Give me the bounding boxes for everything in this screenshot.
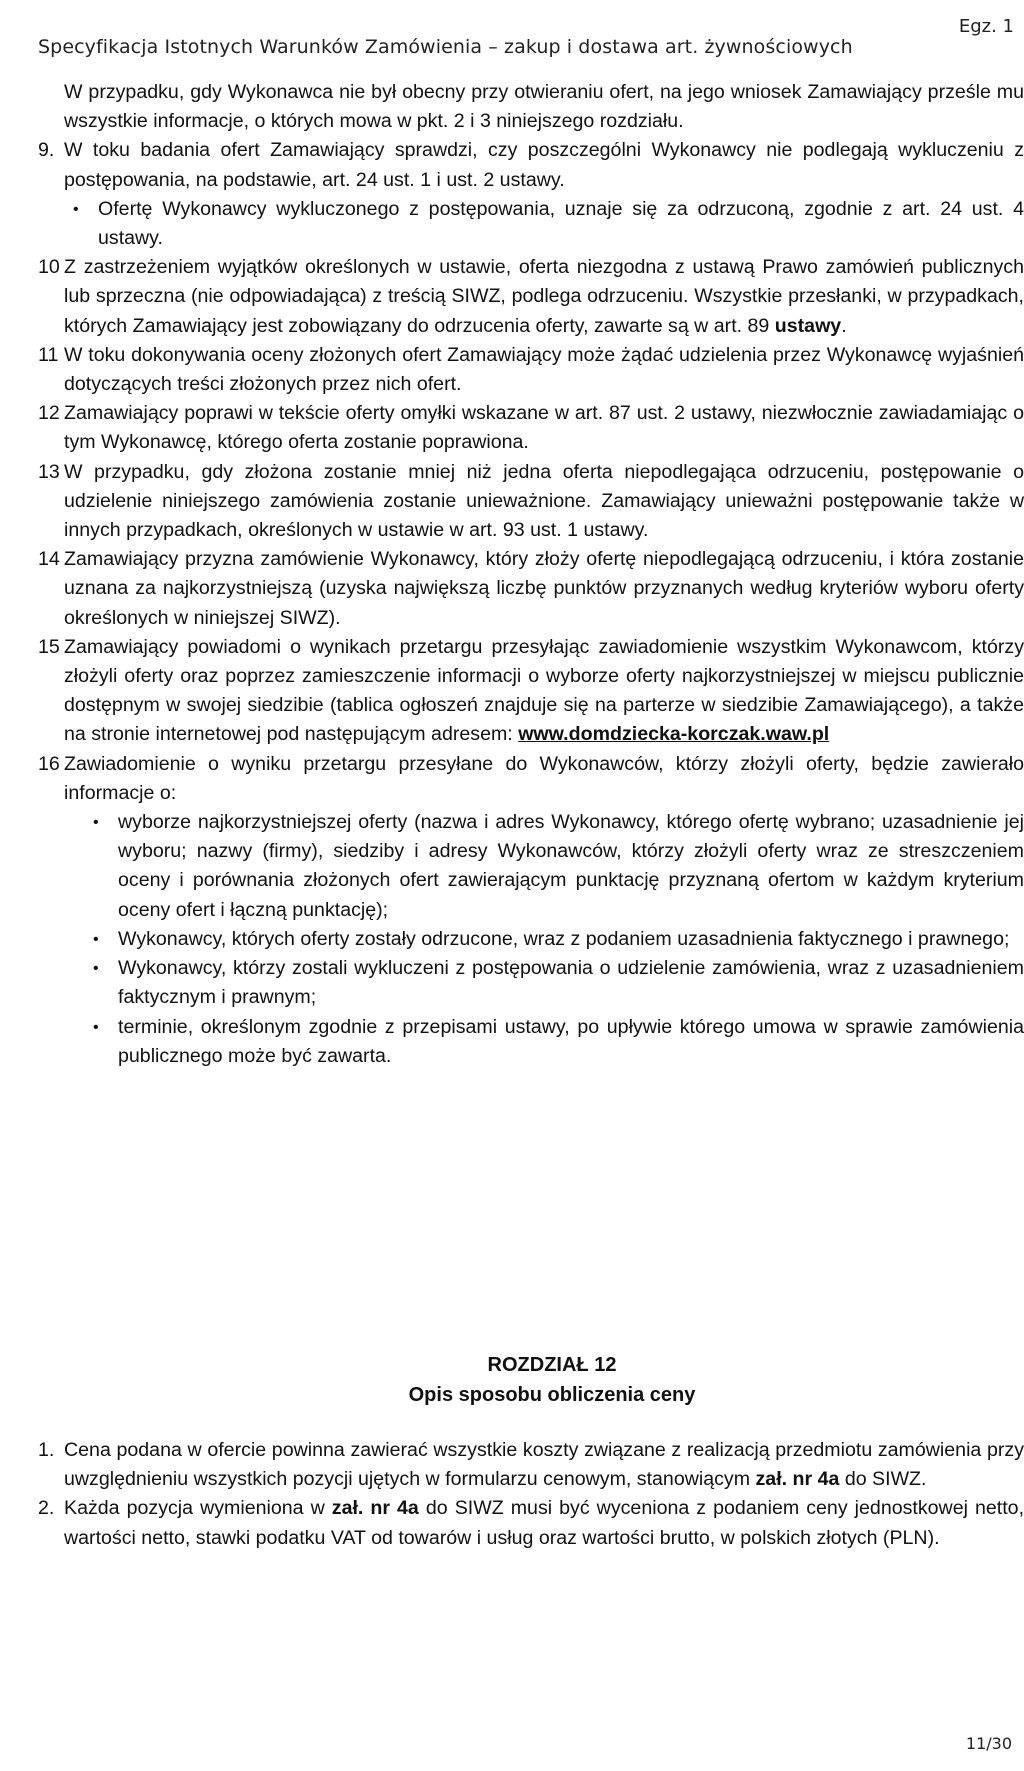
item-bold-tail: ustawy <box>774 314 842 337</box>
item-text-end: do SIWZ musi być wyceniona z podaniem ceny jednostkowej netto, wartości netto, stawki podatku VAT od towarów i usług oraz wartości brutto, w polskich złotych (PLN). <box>64 1497 1024 1549</box>
item-16-bullets <box>38 808 1024 1071</box>
item-text: W toku dokonywania oceny złożonych ofert Zamawiający może żądać udzielenia przez Wykonawcę wyjaśnień dotyczących treści złożonych przez nich ofert. <box>64 343 1024 396</box>
attachment-ref: zał. nr 4a <box>755 1468 840 1491</box>
item-number: 1. <box>38 1439 55 1461</box>
item-text: Zamawiający przyzna zamówienie Wykonawcy, który złoży ofertę niepodlegającą odrzuceniu, i która zostanie uznana za najkorzystniejszą (uzyska największą liczbę punktów przyznanych według kryteriów wyboru oferty określonych w niniejszej SIWZ). <box>64 548 1024 629</box>
page-header <box>38 16 1014 58</box>
continuation-paragraph: W przypadku, gdy Wykonawca nie był obecny przy otwieraniu ofert, na jego wniosek Zamawiający prześle mu wszystkie informacje, o których mowa w pkt. 2 i 3 niniejszego rozdziału. <box>64 81 1024 133</box>
item-text: Każda pozycja wymieniona w <box>64 1497 325 1520</box>
item-number: 10 <box>38 256 60 279</box>
bullet-item: • terminie, określonym zgodnie z przepisami ustawy, po upływie którego umowa w sprawie zamówienia publicznego może być zawarta. <box>38 1013 1024 1071</box>
main-text <box>38 78 1024 1071</box>
bullet-item: • Ofertę Wykonawcy wykluczonego z postępowania, uznaje się za odrzuconą, zgodnie z art. 24 ust. 4 ustawy. <box>38 195 1024 253</box>
copy-mark: Egz. 1 <box>958 16 1014 37</box>
chapter-title: Opis sposobu obliczenia ceny <box>408 1384 696 1406</box>
chapter-12-list <box>38 1436 1024 1553</box>
list-item-11 <box>38 341 1024 399</box>
item-text: Cena podana w ofercie powinna zawierać wszystkie koszty związane z realizacją przedmiotu zamówienia przy uwzględnieniu wszystkich pozycji ujętych w formularzu cenowym, stanowiącym <box>64 1439 1024 1491</box>
item-number: 14 <box>38 548 60 571</box>
header-title: Specyfikacja Istotnych Warunków Zamówienia – zakup i dostawa art. żywnościowych <box>38 36 853 58</box>
item-number: 11 <box>38 343 59 366</box>
chapter-label: ROZDZIAŁ 12 <box>487 1354 617 1376</box>
list-item-2 <box>38 1494 1024 1552</box>
bullet-item: • Wykonawcy, których oferty zostały odrzucone, wraz z podaniem uzasadnienia faktycznego i prawnego; <box>38 925 1024 954</box>
list-item-15 <box>38 633 1024 750</box>
bullet-item: • Wykonawcy, którzy zostali wykluczeni z postępowania o udzielenie zamówienia, wraz z uzasadnieniem faktycznym i prawnym; <box>38 954 1024 1012</box>
item-text-end: do SIWZ. <box>844 1468 927 1491</box>
item-number: 2. <box>38 1497 55 1520</box>
item-number: 13 <box>38 460 60 483</box>
item-number: 15 <box>38 635 60 658</box>
chapter-heading <box>0 1350 1024 1410</box>
item-text: W przypadku, gdy złożona zostanie mniej niż jedna oferta niepodlegająca odrzuceniu, postępowanie o udzielenie niniejszego zamówienia zostanie unieważnione. Zamawiający unieważni postępowanie także w innych przypadkach, określonych w ustawie w art. 93 ust. 1 ustawy. <box>64 460 1024 542</box>
list-item-14 <box>38 545 1024 633</box>
bullet-item: • wyborze najkorzystniejszej oferty (nazwa i adres Wykonawcy, którego ofertę wybrano; uzasadnienie jej wyboru; nazwy (firmy), siedziby i adresy Wykonawców, którzy złożyli oferty wraz ze streszczeniem oceny i porównania złożonych ofert zawierającym punktację przyznaną ofertom w każdym kryterium oceny ofert i łączną punktację); <box>38 808 1024 925</box>
list-item-12 <box>38 399 1024 457</box>
list-item-13 <box>38 458 1024 546</box>
item-tail: . <box>841 314 847 337</box>
list-item-10 <box>38 253 1024 341</box>
item-text: Z zastrzeżeniem wyjątków określonych w ustawie, oferta niezgodna z ustawą Prawo zamówień publicznych lub sprzeczna (nie odpowiadająca) z treścią SIWZ, podlega odrzuceniu. Wszystkie przesłanki, w przypadkach, których Zamawiający jest zobowiązany do odrzucenia oferty, zawarte są w art. 89 <box>64 256 1024 337</box>
item-number: 12 <box>38 402 60 425</box>
attachment-ref: zał. nr 4a <box>331 1497 419 1520</box>
item-text: Zamawiający powiadomi o wynikach przetargu przesyłając zawiadomienie wszystkim Wykonawcom, którzy złożyli oferty oraz poprzez zamieszczenie informacji o wyborze oferty najkorzystniejszej w miejscu publicznie dostępnym w swojej siedzibie (tablica ogłoszeń znajduje się na parterze w siedzibie Zamawiającego), a także na stronie internetowej pod następującym adresem: <box>64 635 1024 746</box>
list-item-9 <box>38 136 1024 194</box>
website-link[interactable]: www.domdziecka-korczak.waw.pl <box>518 723 830 746</box>
item-text: Zawiadomienie o wyniku przetargu przesyłane do Wykonawców, którzy złożyli oferty, będzie zawierało informacje o: <box>64 752 1024 804</box>
list-item-1 <box>38 1436 1024 1494</box>
item-text: Zamawiający poprawi w tekście oferty omyłki wskazane w art. 87 ust. 2 ustawy, niezwłocznie zawiadamiając o tym Wykonawcę, którego oferta zostanie poprawiona. <box>64 402 1024 454</box>
item-number: 9. <box>38 139 55 162</box>
item-text: W toku badania ofert Zamawiający sprawdzi, czy poszczególni Wykonawcy nie podlegają wykluczeniu z postępowania, na podstawie, art. 24 ust. 1 i ust. 2 ustawy. <box>64 139 1024 191</box>
page-number: 11/30 <box>965 1734 1012 1753</box>
list-item-16 <box>38 750 1024 808</box>
item-number: 16 <box>38 752 60 775</box>
item-9-bullets <box>38 195 1024 253</box>
